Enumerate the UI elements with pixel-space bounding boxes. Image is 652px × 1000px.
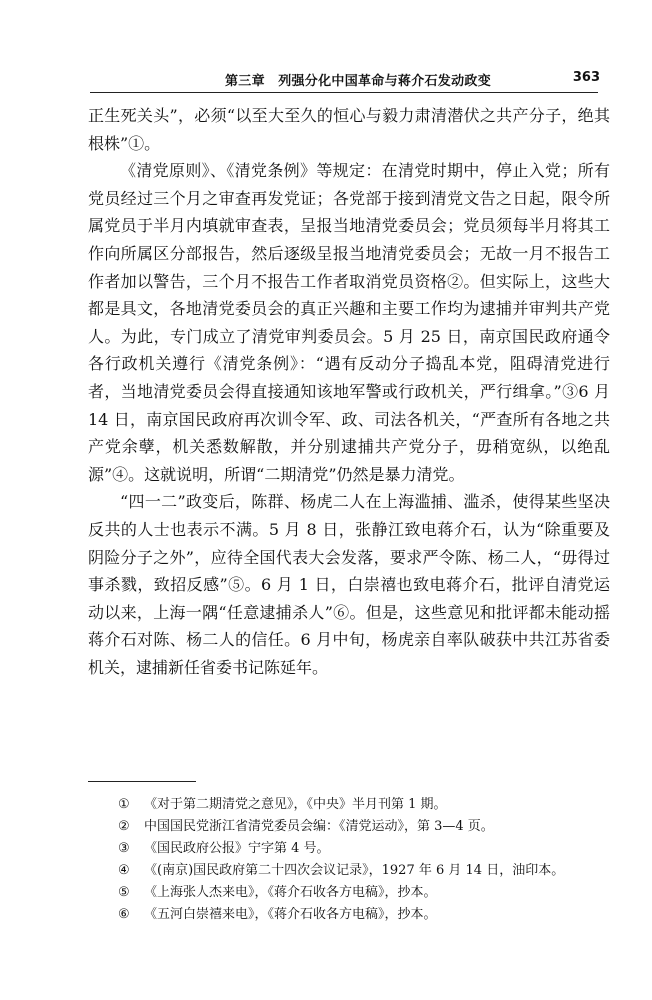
footnote-mark: ①	[118, 797, 130, 812]
footnote-mark: ④	[118, 863, 130, 878]
footnote-text: 中国国民党浙江省清党委员会编：《清党运动》，第 3—4 页。	[144, 819, 494, 834]
footnote-divider	[88, 781, 196, 782]
footnote-text: 《对于第二期清党之意见》，《中央》半月刊第 1 期。	[144, 797, 447, 812]
footnote	[118, 794, 588, 816]
paragraph: 正生死关头”，必须“以至大至久的恒心与毅力肃清潜伏之共产分子，绝其根株”①。	[88, 106, 610, 153]
footnote	[118, 904, 588, 926]
footnotes	[118, 794, 588, 926]
footnote-text: 《五河白崇禧来电》，《蒋介石收各方电稿》，抄本。	[144, 907, 437, 922]
footnote-mark: ⑤	[118, 885, 130, 900]
header-divider	[90, 92, 598, 93]
page-number: 363	[572, 70, 600, 85]
footnote-text: 《上海张人杰来电》，《蒋介石收各方电稿》，抄本。	[144, 885, 437, 900]
footnote	[118, 838, 588, 860]
footnote-mark: ②	[118, 819, 130, 834]
running-header	[90, 68, 600, 92]
footnote-text: 《(南京)国民政府第二十四次会议记录》，1927 年 6 月 14 日，油印本。	[144, 863, 565, 878]
footnote-mark: ⑥	[118, 907, 130, 922]
body-text	[88, 102, 610, 681]
footnote-text: 《国民政府公报》宁字第 4 号。	[144, 841, 330, 856]
paragraph: “四一二”政变后，陈群、杨虎二人在上海滥捕、滥杀，使得某些坚决反共的人士也表示不满。5 月 8 日，张静江致电蒋介石，认为“除重要及阴险分子之外”，应待全国代表大会发落，要求严令陈、杨二人，“毋得过事杀戮，致招反感”⑤。6 月 1 日，白崇禧也致电蒋介石，批评自清党运动以来，上海一隅“任意逮捕杀人”⑥。但是，这些意见和批评都未能动摇蒋介石对陈、杨二人的信任。6 月中旬，杨虎亲自率队破获中共江苏省委机关，逮捕新任省委书记陈延年。	[88, 492, 610, 677]
footnote	[118, 816, 588, 838]
footnote-mark: ③	[118, 841, 130, 856]
footnote	[118, 860, 588, 882]
chapter-title: 第三章 列强分化中国革命与蒋介石发动政变	[225, 74, 492, 89]
footnote	[118, 882, 588, 904]
paragraph: 《清党原则》、《清党条例》等规定：在清党时期中，停止入党；所有党员经过三个月之审查再发党证；各党部于接到清党文告之日起，限令所属党员于半月内填就审查表，呈报当地清党委员会；党员须每半月将其工作向所属区分部报告，然后逐级呈报当地清党委员会；无故一月不报告工作者加以警告，三个月不报告工作者取消党员资格②。但实际上，这些大都是具文，各地清党委员会的真正兴趣和主要工作均为逮捕并审判共产党人。为此，专门成立了清党审判委员会。5 月 25 日，南京国民政府通令各行政机关遵行《清党条例》：“遇有反动分子捣乱本党，阻碍清党进行者，当地清党委员会得直接通知该地军警或行政机关，严行缉拿。”③6 月 14 日，南京国民政府再次训令军、政、司法各机关，“严查所有各地之共产党余孽，机关悉数解散，并分别逮捕共产党分子，毋稍宽纵，以绝乱源”④。这就说明，所谓“二期清党”仍然是暴力清党。	[88, 161, 610, 484]
